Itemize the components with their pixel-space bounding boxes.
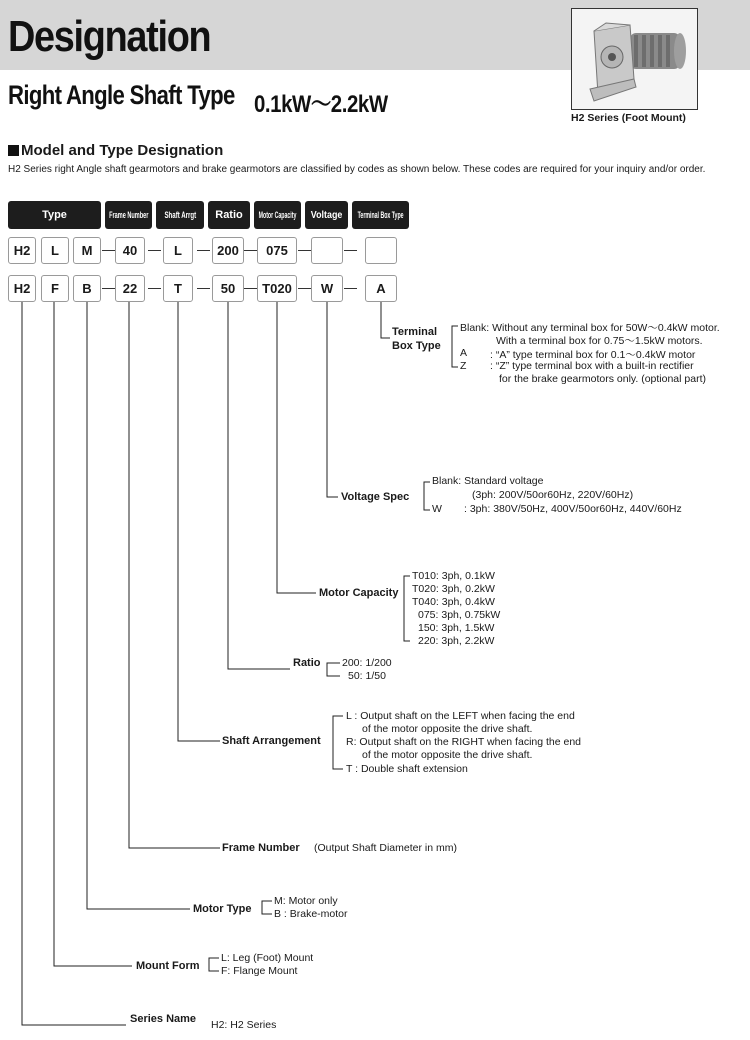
motor-type-label: Motor Type — [193, 903, 252, 915]
header-type: Type — [8, 201, 101, 229]
motor-capacity-line: 220: 3ph, 2.2kW — [418, 635, 495, 647]
code-row2-capacity: T020 — [257, 275, 297, 302]
motor-capacity-label: Motor Capacity — [319, 587, 399, 599]
code-row2-motor-type: B — [73, 275, 101, 302]
frame-note: (Output Shaft Diameter in mm) — [314, 842, 457, 854]
header-motor-capacity: Motor Capacity — [254, 201, 301, 229]
ratio-label: Ratio — [293, 657, 321, 669]
code-row1-type: H2 — [8, 237, 36, 264]
shaft-line: L : Output shaft on the LEFT when facing the end — [346, 710, 575, 722]
code-row2-type: H2 — [8, 275, 36, 302]
frame-label: Frame Number — [222, 842, 300, 854]
motor-capacity-line: 150: 3ph, 1.5kW — [418, 622, 495, 634]
code-row1-capacity: 075 — [257, 237, 297, 264]
code-row1-mount: L — [41, 237, 69, 264]
code-row2-voltage: W — [311, 275, 343, 302]
terminal-box-line: A — [460, 347, 468, 359]
voltage-line: W — [432, 503, 442, 515]
section-heading: Model and Type Designation — [21, 142, 224, 159]
power-range: 0.1kW〜2.2kW — [254, 91, 388, 118]
shaft-line: T : Double shaft extension — [346, 763, 468, 775]
shaft-label: Shaft Arrangement — [222, 735, 321, 747]
terminal-box-line: : “A” type terminal box for 0.1〜0.4kW motor — [490, 349, 696, 361]
page-subtitle: Right Angle Shaft Type — [8, 80, 235, 110]
code-row1-motor-type: M — [73, 237, 101, 264]
motor-capacity-line: T010: 3ph, 0.1kW — [412, 570, 495, 582]
mount-line: F: Flange Mount — [221, 965, 298, 977]
voltage-line: (3ph: 200V/50or60Hz, 220V/60Hz) — [472, 489, 634, 501]
header-voltage: Voltage — [305, 201, 348, 229]
terminal-box-line: : “Z” type terminal box with a built-in rectifier — [490, 360, 694, 372]
motor-capacity-line: T040: 3ph, 0.4kW — [412, 596, 495, 608]
motor-type-line: B : Brake-motor — [274, 908, 348, 920]
code-row2-terminal: A — [365, 275, 397, 302]
shaft-line: of the motor opposite the drive shaft. — [362, 723, 533, 735]
shaft-line: of the motor opposite the drive shaft. — [362, 749, 533, 761]
code-row2-shaft: T — [163, 275, 193, 302]
terminal-box-line: for the brake gearmotors only. (optional part) — [499, 373, 706, 385]
motor-type-line: M: Motor only — [274, 895, 338, 907]
section-intro: H2 Series right Angle shaft gearmotors and brake gearmotors are classified by codes as shown below. These codes are required for your inquiry and/or order. — [8, 164, 706, 175]
code-row2-frame: 22 — [115, 275, 145, 302]
terminal-box-line: Blank: Without any terminal box for 50W〜0.4kW motor. — [460, 322, 720, 334]
motor-capacity-line: T020: 3ph, 0.2kW — [412, 583, 495, 595]
header-frame-number: Frame Number — [105, 201, 152, 229]
terminal-box-label-line1: Terminal — [392, 326, 438, 338]
mount-label: Mount Form — [136, 960, 200, 972]
terminal-box-line: Z — [460, 360, 467, 372]
series-label: Series Name — [130, 1013, 197, 1025]
voltage-label: Voltage Spec — [341, 491, 410, 503]
voltage-line: Blank: Standard voltage — [432, 475, 544, 487]
code-row1-shaft: L — [163, 237, 193, 264]
code-row1-frame: 40 — [115, 237, 145, 264]
terminal-box-label-line2: Box Type — [392, 340, 441, 352]
ratio-line: 50: 1/50 — [348, 670, 386, 682]
code-row1-ratio: 200 — [212, 237, 244, 264]
header-ratio: Ratio — [208, 201, 250, 229]
header-shaft-arrgt: Shaft Arrgt — [156, 201, 204, 229]
code-row2-ratio: 50 — [212, 275, 244, 302]
motor-capacity-line: 075: 3ph, 0.75kW — [418, 609, 501, 621]
terminal-box-line: With a terminal box for 0.75〜1.5kW motors. — [496, 335, 703, 347]
voltage-line: : 3ph: 380V/50Hz, 400V/50or60Hz, 440V/60Hz — [464, 503, 682, 515]
page-title: Designation — [8, 12, 211, 61]
photo-caption: H2 Series (Foot Mount) — [571, 112, 686, 124]
header-terminal-box-type: Terminal Box Type — [352, 201, 409, 229]
ratio-line: 200: 1/200 — [342, 657, 392, 669]
mount-line: L: Leg (Foot) Mount — [221, 952, 314, 964]
code-row2-mount: F — [41, 275, 69, 302]
shaft-line: R: Output shaft on the RIGHT when facing the end — [346, 736, 582, 748]
series-value: H2: H2 Series — [211, 1019, 277, 1031]
